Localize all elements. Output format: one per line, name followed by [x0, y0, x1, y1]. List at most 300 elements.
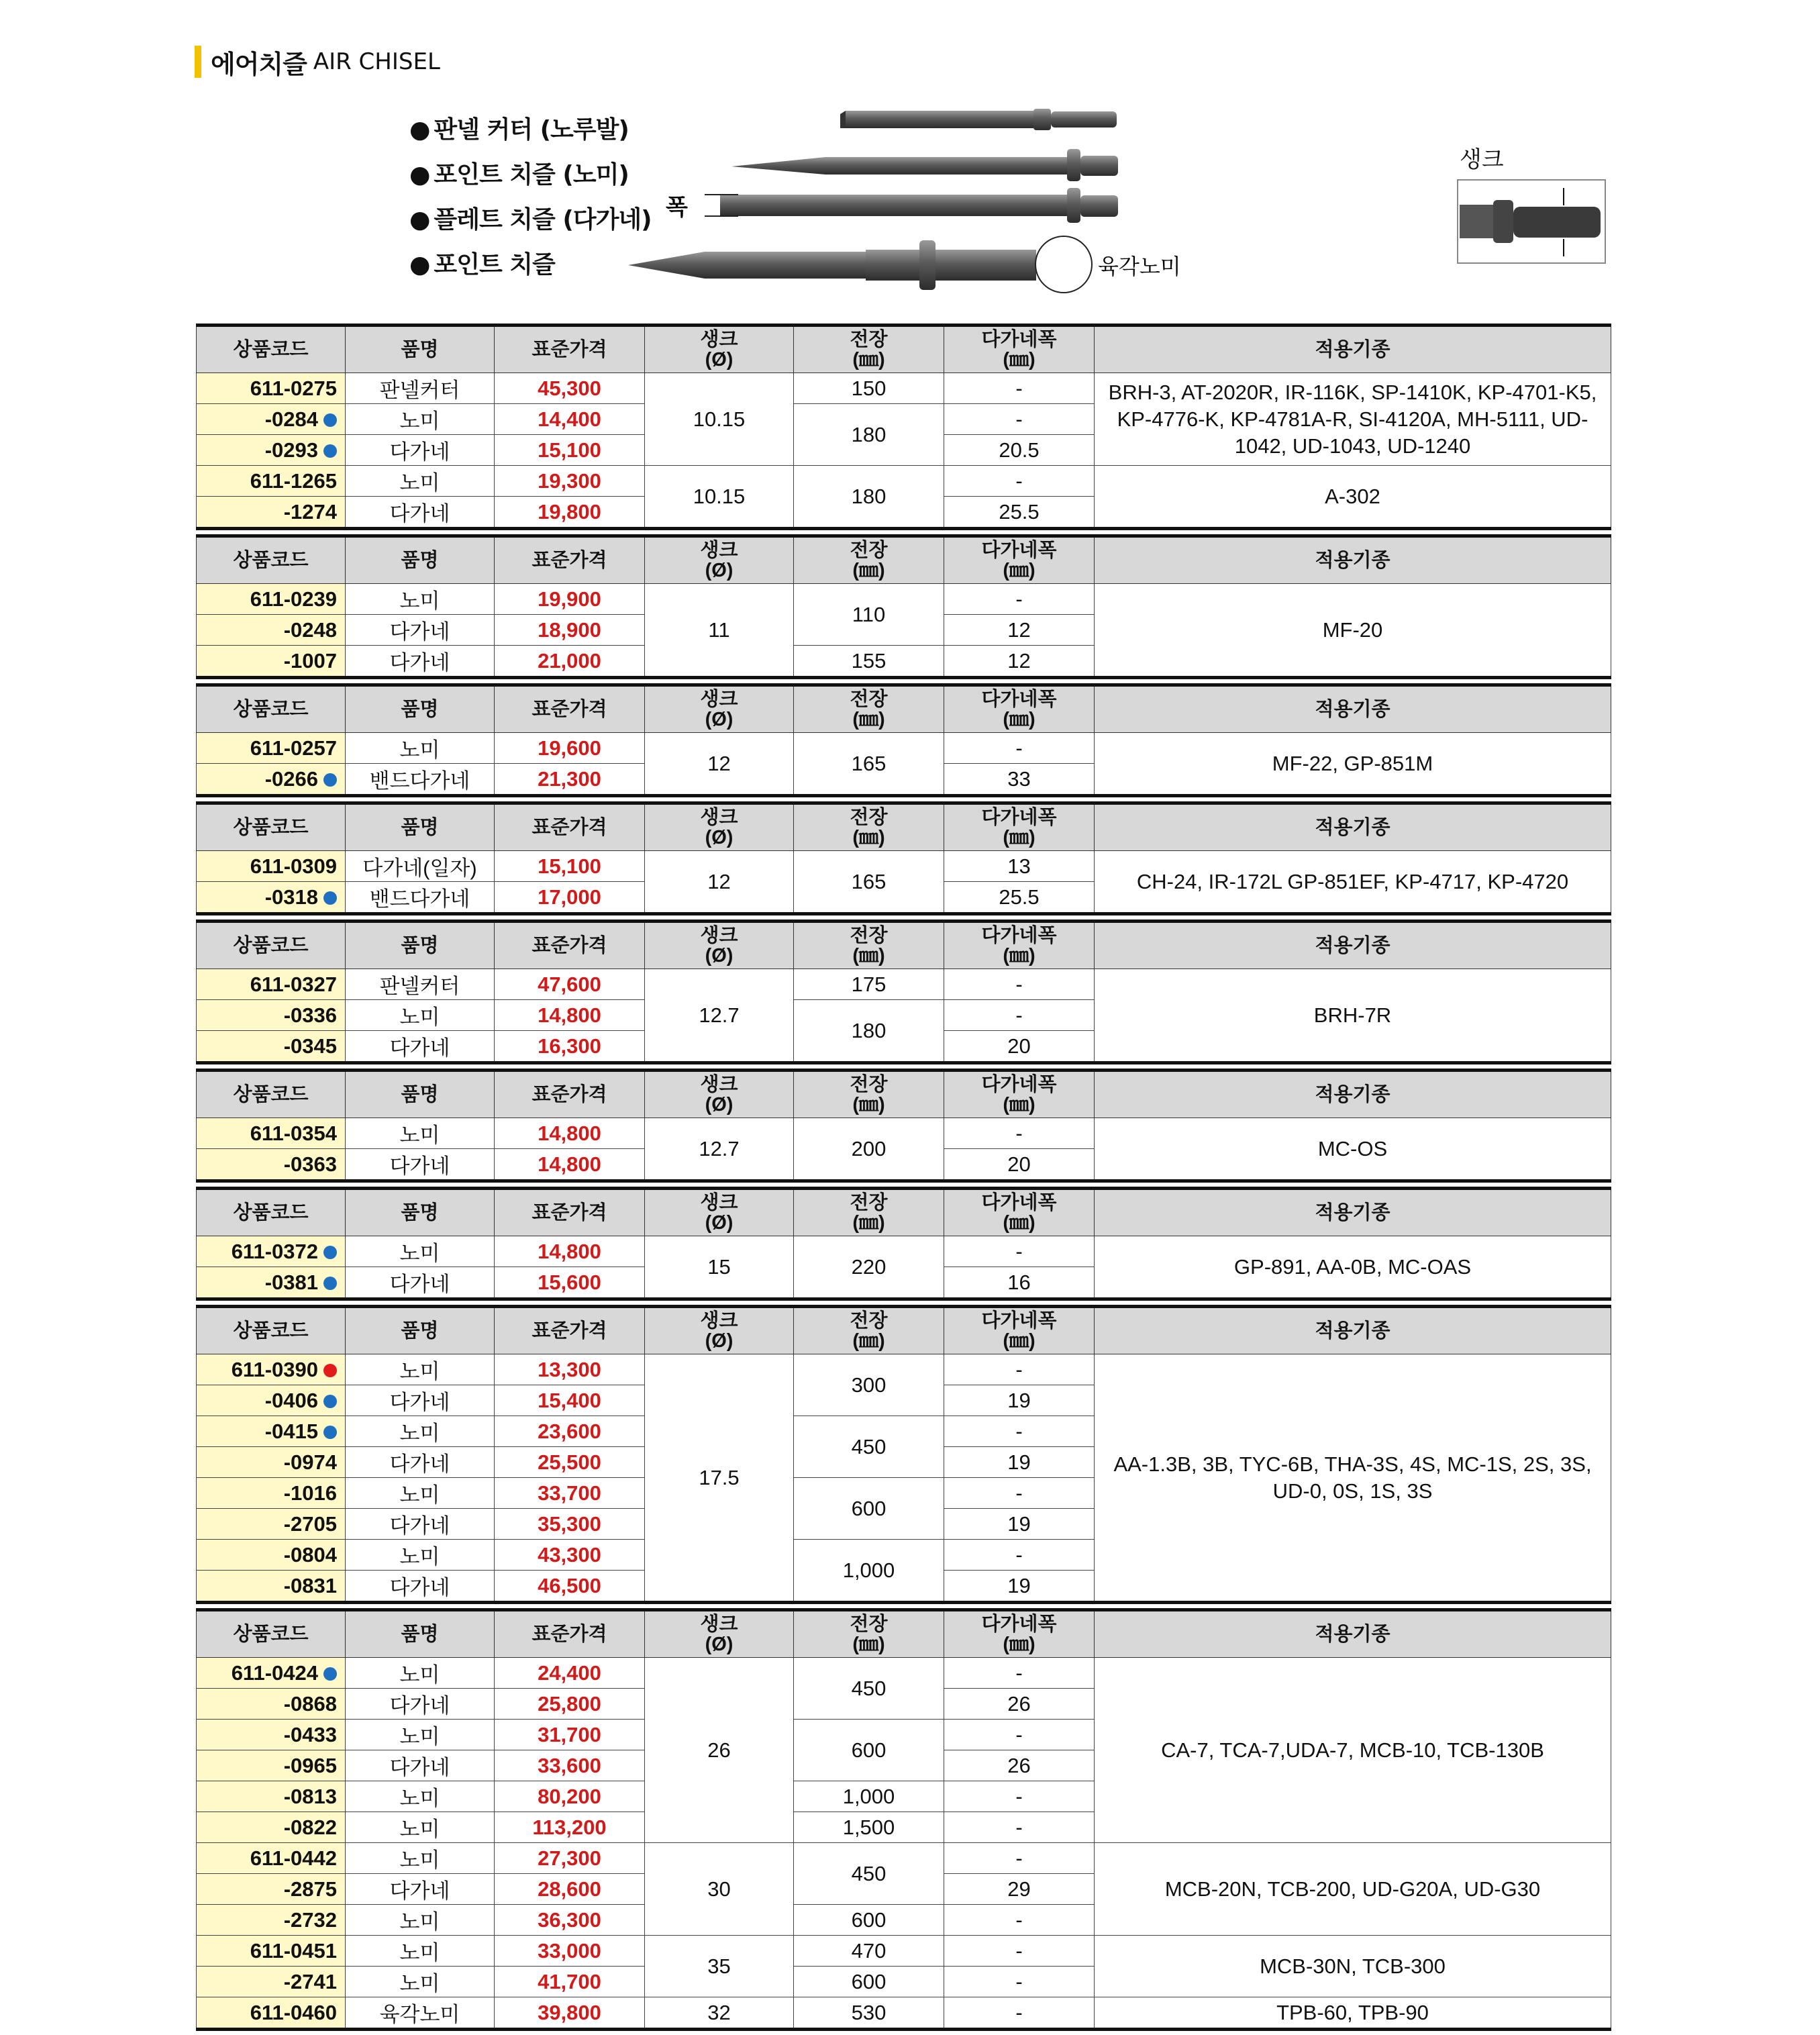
header-shank: 생크 (Ø) [645, 1610, 794, 1658]
product-code: -0345 [197, 1031, 346, 1063]
overall-length: 180 [794, 404, 944, 466]
chisel-width: - [944, 1658, 1095, 1689]
product-price: 13,300 [495, 1354, 645, 1385]
applicable-models: MF-20 [1095, 584, 1611, 678]
chisel-width: - [944, 404, 1095, 435]
header-models: 적용기종 [1095, 1189, 1611, 1236]
product-name: 다가네 [346, 1509, 495, 1540]
overall-length: 450 [794, 1843, 944, 1905]
blue-dot-icon [323, 413, 337, 427]
legend-panel-cutter: ● 판넬 커터 (노루발) [409, 107, 652, 152]
overall-length: 200 [794, 1118, 944, 1181]
spec-table [196, 324, 1611, 530]
legend-point-chisel: ● 포인트 치즐 (노미) [409, 152, 652, 197]
product-price: 43,300 [495, 1540, 645, 1571]
product-price: 14,800 [495, 1000, 645, 1031]
table-row [197, 1843, 1611, 1874]
product-code: 611-0239 [197, 584, 346, 615]
header-code: 상품코드 [197, 922, 346, 969]
product-code: -0822 [197, 1812, 346, 1843]
header-row [197, 685, 1611, 733]
blue-dot-icon [323, 1426, 337, 1439]
header-length: 전장 (㎜) [794, 536, 944, 584]
header-row [197, 1610, 1611, 1658]
table-row [197, 1936, 1611, 1967]
header-width: 다가네폭 (㎜) [944, 1307, 1095, 1354]
header-code: 상품코드 [197, 326, 346, 373]
product-name: 다가네 [346, 497, 495, 529]
product-name: 다가네 [346, 1031, 495, 1063]
header-row [197, 1189, 1611, 1236]
blue-dot-icon [323, 773, 337, 787]
header-price: 표준가격 [495, 1307, 645, 1354]
table-row [197, 1997, 1611, 2030]
header-name: 품명 [346, 1071, 495, 1118]
chisel-width: 20.5 [944, 435, 1095, 466]
overall-length: 165 [794, 851, 944, 914]
product-name: 다가네 [346, 1267, 495, 1299]
overall-length: 600 [794, 1478, 944, 1540]
applicable-models: AA-1.3B, 3B, TYC-6B, THA-3S, 4S, MC-1S, 2S, 3S, UD-0, 0S, 1S, 3S [1095, 1354, 1611, 1603]
product-price: 27,300 [495, 1843, 645, 1874]
shank-diameter: 12.7 [645, 969, 794, 1063]
product-name: 노미 [346, 1478, 495, 1509]
product-name: 노미 [346, 1416, 495, 1447]
applicable-models: GP-891, AA-0B, MC-OAS [1095, 1236, 1611, 1299]
product-code: -0804 [197, 1540, 346, 1571]
product-price: 18,900 [495, 615, 645, 646]
chisel-width: - [944, 1416, 1095, 1447]
header-price: 표준가격 [495, 1071, 645, 1118]
header-width: 다가네폭 (㎜) [944, 1189, 1095, 1236]
overall-length: 300 [794, 1354, 944, 1416]
product-code: -0284 [197, 404, 346, 435]
table-row [197, 851, 1611, 882]
applicable-models: BRH-7R [1095, 969, 1611, 1063]
product-code: -2705 [197, 1509, 346, 1540]
product-price: 19,800 [495, 497, 645, 529]
product-price: 14,800 [495, 1118, 645, 1149]
applicable-models: TPB-60, TPB-90 [1095, 1997, 1611, 2030]
header-models: 적용기종 [1095, 1307, 1611, 1354]
table-row [197, 733, 1611, 764]
product-price: 15,100 [495, 435, 645, 466]
product-price: 39,800 [495, 1997, 645, 2030]
chisel-width: - [944, 969, 1095, 1000]
shank-diameter: 12.7 [645, 1118, 794, 1181]
spec-table [196, 1069, 1611, 1183]
overall-length: 600 [794, 1720, 944, 1781]
product-price: 14,400 [495, 404, 645, 435]
header-shank: 생크 (Ø) [645, 326, 794, 373]
shank-diameter: 26 [645, 1658, 794, 1843]
chisel-width: 26 [944, 1750, 1095, 1781]
product-code: -1274 [197, 497, 346, 529]
overall-length: 600 [794, 1967, 944, 1997]
spec-table [196, 1305, 1611, 1604]
point-chisel-tool [731, 149, 1118, 181]
product-code: -0813 [197, 1781, 346, 1812]
product-name: 다가네 [346, 1874, 495, 1905]
shank-diameter: 15 [645, 1236, 794, 1299]
header-width: 다가네폭 (㎜) [944, 803, 1095, 851]
overall-length: 1,000 [794, 1540, 944, 1603]
product-code: -0318 [197, 882, 346, 914]
overall-length: 1,000 [794, 1781, 944, 1812]
header-price: 표준가격 [495, 922, 645, 969]
chisel-width: 12 [944, 646, 1095, 678]
shank-diameter: 35 [645, 1936, 794, 1997]
product-tables [196, 324, 1611, 2035]
title-english: AIR CHISEL [313, 48, 440, 75]
overall-length: 1,500 [794, 1812, 944, 1843]
overall-length: 450 [794, 1658, 944, 1720]
header-shank: 생크 (Ø) [645, 685, 794, 733]
header-price: 표준가격 [495, 803, 645, 851]
chisel-width: 26 [944, 1689, 1095, 1720]
header-width: 다가네폭 (㎜) [944, 685, 1095, 733]
product-name: 노미 [346, 1354, 495, 1385]
product-code: 611-0372 [197, 1236, 346, 1267]
header-shank: 생크 (Ø) [645, 803, 794, 851]
header-models: 적용기종 [1095, 803, 1611, 851]
product-code: -0868 [197, 1689, 346, 1720]
red-dot-icon [323, 1364, 337, 1377]
header-shank: 생크 (Ø) [645, 536, 794, 584]
product-code: -2732 [197, 1905, 346, 1936]
header-price: 표준가격 [495, 1610, 645, 1658]
header-name: 품명 [346, 1610, 495, 1658]
chisel-width: 25.5 [944, 882, 1095, 914]
shank-diameter: 11 [645, 584, 794, 678]
applicable-models: BRH-3, AT-2020R, IR-116K, SP-1410K, KP-4701-K5, KP-4776-K, KP-4781A-R, SI-4120A, MH-5111, UD-1042, UD-1043, UD-1240 [1095, 373, 1611, 466]
header-code: 상품코드 [197, 1071, 346, 1118]
product-code: 611-0442 [197, 1843, 346, 1874]
header-models: 적용기종 [1095, 536, 1611, 584]
applicable-models: MF-22, GP-851M [1095, 733, 1611, 796]
product-name: 다가네 [346, 1149, 495, 1181]
header-row [197, 326, 1611, 373]
product-name: 다가네 [346, 435, 495, 466]
header-name: 품명 [346, 1189, 495, 1236]
header-name: 품명 [346, 803, 495, 851]
shank-diameter: 30 [645, 1843, 794, 1936]
header-models: 적용기종 [1095, 922, 1611, 969]
chisel-width: - [944, 1905, 1095, 1936]
product-code: 611-0257 [197, 733, 346, 764]
hex-point-label: 육각노미 [1098, 254, 1181, 279]
table-row [197, 1354, 1611, 1385]
product-price: 28,600 [495, 1874, 645, 1905]
product-price: 24,400 [495, 1658, 645, 1689]
product-price: 15,100 [495, 851, 645, 882]
chisel-width: - [944, 1118, 1095, 1149]
product-code: 611-0354 [197, 1118, 346, 1149]
product-name: 노미 [346, 404, 495, 435]
blue-dot-icon [323, 1277, 337, 1290]
product-price: 15,600 [495, 1267, 645, 1299]
overall-length: 530 [794, 1997, 944, 2030]
product-code: -0406 [197, 1385, 346, 1416]
table-row [197, 584, 1611, 615]
chisel-width: - [944, 1997, 1095, 2030]
product-code: -0415 [197, 1416, 346, 1447]
overall-length: 175 [794, 969, 944, 1000]
chisel-width: 25.5 [944, 497, 1095, 529]
legend-point-chisel-hex: ● 포인트 치즐 [409, 242, 652, 287]
header-name: 품명 [346, 1307, 495, 1354]
product-name: 밴드다가네 [346, 882, 495, 914]
spec-table [196, 1187, 1611, 1301]
product-code: -0336 [197, 1000, 346, 1031]
chisel-width: - [944, 1540, 1095, 1571]
product-code: 611-0460 [197, 1997, 346, 2030]
product-price: 31,700 [495, 1720, 645, 1750]
product-price: 33,000 [495, 1936, 645, 1967]
header-models: 적용기종 [1095, 326, 1611, 373]
product-name: 다가네 [346, 615, 495, 646]
overall-length: 150 [794, 373, 944, 404]
product-price: 47,600 [495, 969, 645, 1000]
header-price: 표준가격 [495, 685, 645, 733]
product-price: 19,600 [495, 733, 645, 764]
product-name: 판넬커터 [346, 373, 495, 404]
blue-dot-icon [323, 1667, 337, 1681]
product-price: 46,500 [495, 1571, 645, 1603]
header-price: 표준가격 [495, 1189, 645, 1236]
chisel-width: - [944, 1843, 1095, 1874]
product-price: 35,300 [495, 1509, 645, 1540]
shank-diameter: 12 [645, 733, 794, 796]
table-row [197, 1658, 1611, 1689]
header-width: 다가네폭 (㎜) [944, 1071, 1095, 1118]
product-name: 다가네 [346, 646, 495, 678]
header-code: 상품코드 [197, 1189, 346, 1236]
product-price: 80,200 [495, 1781, 645, 1812]
overall-length: 110 [794, 584, 944, 646]
product-price: 14,800 [495, 1149, 645, 1181]
hex-point-chisel-tool [628, 236, 1181, 293]
chisel-width: - [944, 1478, 1095, 1509]
chisel-width: 19 [944, 1447, 1095, 1478]
chisel-width: 19 [944, 1385, 1095, 1416]
header-models: 적용기종 [1095, 1610, 1611, 1658]
header-width: 다가네폭 (㎜) [944, 536, 1095, 584]
product-code: -0266 [197, 764, 346, 796]
chisel-width: - [944, 584, 1095, 615]
table-row [197, 1236, 1611, 1267]
product-name: 노미 [346, 733, 495, 764]
shank-diameter: 10.15 [645, 466, 794, 529]
header-models: 적용기종 [1095, 685, 1611, 733]
product-price: 36,300 [495, 1905, 645, 1936]
product-code: -0831 [197, 1571, 346, 1603]
header-code: 상품코드 [197, 1610, 346, 1658]
product-name: 노미 [346, 1967, 495, 1997]
chisel-width: - [944, 373, 1095, 404]
table-row [197, 969, 1611, 1000]
header-code: 상품코드 [197, 536, 346, 584]
product-price: 41,700 [495, 1967, 645, 1997]
chisel-width: - [944, 1236, 1095, 1267]
header-shank: 생크 (Ø) [645, 1307, 794, 1354]
overall-length: 600 [794, 1905, 944, 1936]
product-price: 15,400 [495, 1385, 645, 1416]
product-name: 노미 [346, 1905, 495, 1936]
title-accent-bar [195, 46, 201, 78]
header-length: 전장 (㎜) [794, 326, 944, 373]
product-name: 다가네 [346, 1689, 495, 1720]
applicable-models: CA-7, TCA-7,UDA-7, MCB-10, TCB-130B [1095, 1658, 1611, 1843]
overall-length: 165 [794, 733, 944, 796]
flat-chisel-tool [666, 188, 1118, 223]
header-price: 표준가격 [495, 326, 645, 373]
header-length: 전장 (㎜) [794, 1610, 944, 1658]
product-code: -0965 [197, 1750, 346, 1781]
product-price: 25,500 [495, 1447, 645, 1478]
chisel-width: - [944, 1000, 1095, 1031]
chisel-width: 20 [944, 1149, 1095, 1181]
chisel-width: - [944, 1781, 1095, 1812]
product-price: 23,600 [495, 1416, 645, 1447]
product-price: 19,300 [495, 466, 645, 497]
header-shank: 생크 (Ø) [645, 922, 794, 969]
header-row [197, 536, 1611, 584]
header-name: 품명 [346, 922, 495, 969]
product-code: 611-0327 [197, 969, 346, 1000]
product-code: 611-0390 [197, 1354, 346, 1385]
spec-table [196, 534, 1611, 679]
spec-table [196, 683, 1611, 797]
product-name: 다가네 [346, 1447, 495, 1478]
product-price: 45,300 [495, 373, 645, 404]
header-name: 품명 [346, 536, 495, 584]
legend-flat-chisel: ● 플레트 치즐 (다가네) [409, 197, 652, 242]
product-price: 33,600 [495, 1750, 645, 1781]
header-length: 전장 (㎜) [794, 1307, 944, 1354]
table-row [197, 466, 1611, 497]
product-code: 611-0275 [197, 373, 346, 404]
product-code: -0293 [197, 435, 346, 466]
product-name: 노미 [346, 466, 495, 497]
shank-diameter: 32 [645, 1997, 794, 2030]
header-name: 품명 [346, 685, 495, 733]
panel-cutter-tool [840, 109, 1117, 130]
product-code: 611-1265 [197, 466, 346, 497]
blue-dot-icon [323, 1246, 337, 1259]
chisel-width: - [944, 466, 1095, 497]
product-code: -1007 [197, 646, 346, 678]
applicable-models: A-302 [1095, 466, 1611, 529]
header-code: 상품코드 [197, 685, 346, 733]
chisel-width: - [944, 1354, 1095, 1385]
overall-length: 180 [794, 1000, 944, 1063]
header-models: 적용기종 [1095, 1071, 1611, 1118]
applicable-models: MC-OS [1095, 1118, 1611, 1181]
spec-table [196, 1608, 1611, 2031]
product-name: 노미 [346, 1843, 495, 1874]
product-price: 17,000 [495, 882, 645, 914]
header-length: 전장 (㎜) [794, 685, 944, 733]
product-name: 다가네 [346, 1750, 495, 1781]
header-row [197, 1307, 1611, 1354]
header-row [197, 803, 1611, 851]
table-row [197, 1118, 1611, 1149]
product-name: 육각노미 [346, 1997, 495, 2030]
header-length: 전장 (㎜) [794, 922, 944, 969]
product-code: 611-0451 [197, 1936, 346, 1967]
chisel-width: 16 [944, 1267, 1095, 1299]
chisel-width: - [944, 1936, 1095, 1967]
chisel-width: - [944, 733, 1095, 764]
width-label: 폭 [666, 194, 688, 221]
product-price: 19,900 [495, 584, 645, 615]
header-shank: 생크 (Ø) [645, 1071, 794, 1118]
blue-dot-icon [323, 891, 337, 905]
product-name: 노미 [346, 1000, 495, 1031]
product-price: 16,300 [495, 1031, 645, 1063]
header-length: 전장 (㎜) [794, 1189, 944, 1236]
overall-length: 450 [794, 1416, 944, 1478]
overall-length: 470 [794, 1936, 944, 1967]
header-row [197, 1071, 1611, 1118]
product-code: -0974 [197, 1447, 346, 1478]
header-code: 상품코드 [197, 1307, 346, 1354]
applicable-models: MCB-30N, TCB-300 [1095, 1936, 1611, 1997]
overall-length: 220 [794, 1236, 944, 1299]
chisel-width: 20 [944, 1031, 1095, 1063]
product-code: -2741 [197, 1967, 346, 1997]
product-code: -0381 [197, 1267, 346, 1299]
chisel-width: 19 [944, 1571, 1095, 1603]
chisel-width: 19 [944, 1509, 1095, 1540]
blue-dot-icon [323, 1395, 337, 1408]
header-name: 품명 [346, 326, 495, 373]
spec-table [196, 801, 1611, 915]
product-price: 14,800 [495, 1236, 645, 1267]
product-code: -0363 [197, 1149, 346, 1181]
product-code: -1016 [197, 1478, 346, 1509]
chisel-width: - [944, 1967, 1095, 1997]
header-width: 다가네폭 (㎜) [944, 326, 1095, 373]
tool-legend [409, 107, 652, 287]
product-name: 노미 [346, 1540, 495, 1571]
chisel-width: 13 [944, 851, 1095, 882]
overall-length: 155 [794, 646, 944, 678]
product-name: 노미 [346, 1812, 495, 1843]
header-length: 전장 (㎜) [794, 803, 944, 851]
product-name: 노미 [346, 1118, 495, 1149]
page-title [195, 44, 440, 79]
product-price: 33,700 [495, 1478, 645, 1509]
product-price: 25,800 [495, 1689, 645, 1720]
shank-diameter: 17.5 [645, 1354, 794, 1603]
shank-diameter: 10.15 [645, 373, 794, 466]
applicable-models: MCB-20N, TCB-200, UD-G20A, UD-G30 [1095, 1843, 1611, 1936]
header-shank: 생크 (Ø) [645, 1189, 794, 1236]
product-price: 21,000 [495, 646, 645, 678]
product-name: 노미 [346, 1236, 495, 1267]
header-row [197, 922, 1611, 969]
header-code: 상품코드 [197, 803, 346, 851]
product-name: 노미 [346, 1658, 495, 1689]
applicable-models: CH-24, IR-172L GP-851EF, KP-4717, KP-4720 [1095, 851, 1611, 914]
chisel-illustration [624, 101, 1295, 302]
product-name: 다가네(일자) [346, 851, 495, 882]
blue-dot-icon [323, 444, 337, 458]
product-code: -2875 [197, 1874, 346, 1905]
shank-diameter: 12 [645, 851, 794, 914]
